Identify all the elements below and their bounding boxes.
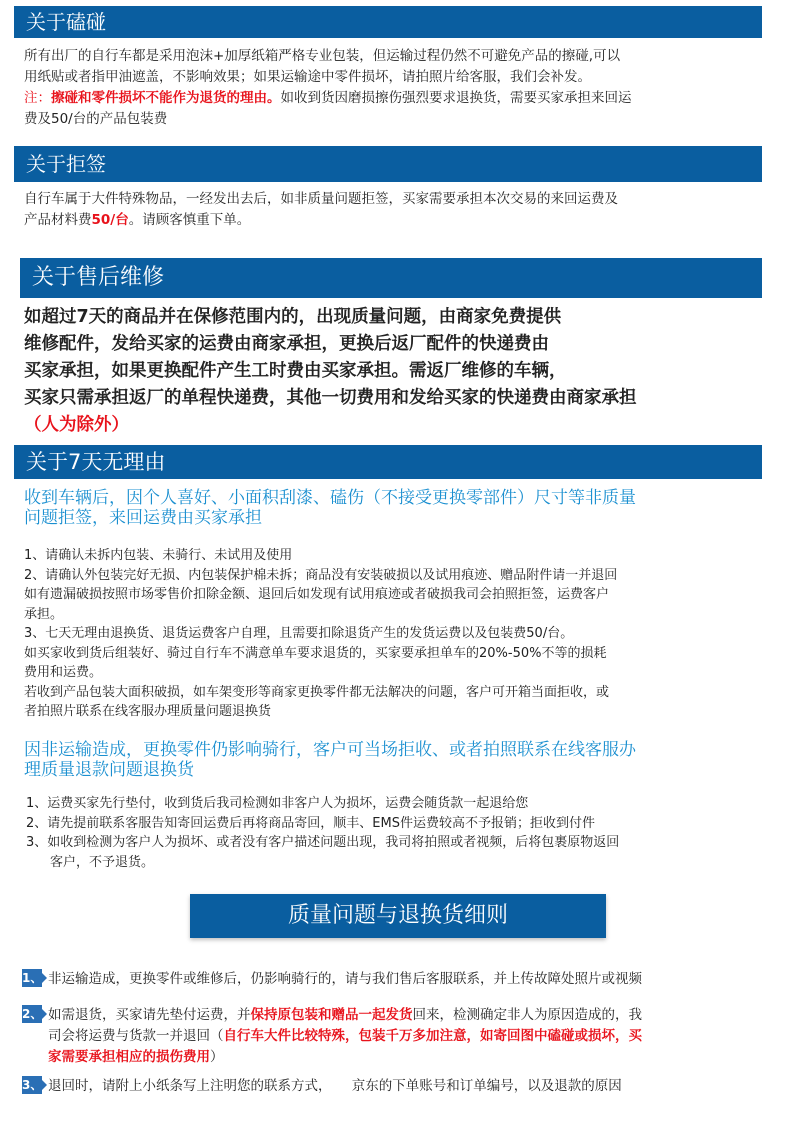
section-body-refusal [24, 189, 768, 231]
text-line: 用纸贴或者指甲油遮盖，不影响效果；如果运输途中零件损坏，请拍照片给客服，我们会补发。 [24, 69, 591, 85]
sub-heading-line: 因非运输造成，更换零件仍影响骑行，客户可当场拒收、或者拍照联系在线客服办 [24, 740, 636, 760]
highlight-span: 家需要承担相应的损伤费用 [48, 1049, 210, 1065]
list-quality [26, 794, 770, 872]
exception-note: （人为除外） [24, 415, 129, 435]
sub-heading-line: 收到车辆后，因个人喜好、小面积刮漆、磕伤（不接受更换零部件）尺寸等非质量 [24, 488, 636, 508]
text-span: 产品材料费 [24, 212, 92, 228]
rule-item-1 [22, 969, 768, 990]
section-body-repair [24, 304, 768, 439]
rule-text: 退回时，请附上小纸条写上注明您的联系方式， 京东的下单账号和订单编号，以及退款的原因 [48, 1078, 622, 1094]
list-item: 1、运费买家先行垫付，收到货后我司检测如非客户人为损坏，运费会随货款一起退给您 [26, 796, 529, 811]
list-item: 客户，不予退货。 [50, 854, 155, 870]
note-prefix: 注： [24, 90, 51, 106]
sub-heading-quality [24, 740, 768, 780]
rule-item-2 [22, 1005, 768, 1068]
section-body-bump [24, 46, 768, 130]
text-span: 司会将运费与货款一并退回（ [48, 1028, 224, 1044]
note-line [24, 88, 768, 109]
list-item: 3、七天无理由退换货、退货运费客户自理，且需要扣除退货产生的发货运费以及包装费50/台。 [24, 626, 574, 641]
text-line [24, 210, 768, 231]
list-item: 者拍照片联系在线客服办理质量问题退换货 [24, 704, 272, 719]
list-item: 如买家收到货后组装好、骑过自行车不满意单车要求退货的，买家要承担单车的20%-50%不等的损耗 [24, 645, 607, 661]
section-title-repair: 关于售后维修 [20, 258, 762, 298]
sub-heading-line: 问题拒签，来回运费由买家承担 [24, 508, 262, 528]
text-span: ） [210, 1049, 224, 1065]
note-rest: 如收到货因磨损擦伤强烈要求退换货，需要买家承担来回运 [280, 90, 632, 106]
section-title-bump: 关于磕碰 [14, 6, 762, 38]
rule-item-3 [22, 1076, 768, 1097]
list-item: 若收到产品包装大面积破损，如车架变形等商家更换零件都无法解决的问题，客户可开箱当面拒收，或 [24, 684, 610, 700]
text-line: 维修配件，发给买家的运费由商家承担，更换后返厂配件的快递费由 [24, 334, 549, 354]
section-title-rules: 质量问题与退换货细则 [190, 894, 606, 938]
rule-number-badge: 2、 [22, 1007, 43, 1021]
list-7day [24, 546, 768, 722]
rule-number-badge: 3、 [22, 1078, 43, 1092]
sub-heading-line: 理质量退款问题退换货 [24, 760, 194, 780]
list-item: 承担。 [24, 606, 64, 622]
list-item: 1、请确认未拆内包装、未骑行、未试用及使用 [24, 548, 293, 563]
section-title-refusal: 关于拒签 [14, 146, 762, 182]
text-span: 如需退货，买家请先垫付运费，并 [48, 1007, 251, 1023]
text-span: 。请顾客慎重下单。 [128, 212, 251, 228]
fee-highlight: 50/台 [91, 212, 129, 228]
text-line: 所有出厂的自行车都是采用泡沫+加厚纸箱严格专业包装，但运输过程仍然不可避免产品的擦碰,可以 [24, 48, 621, 64]
rule-number-badge: 1、 [22, 971, 43, 985]
list-item: 费用和运费。 [24, 665, 103, 680]
rule-text: 非运输造成，更换零件或维修后，仍影响骑行的，请与我们售后客服联系，并上传故障处照片或视频 [48, 971, 642, 987]
list-item: 3、如收到检测为客户人为损坏、或者没有客户描述问题出现，我司将拍照或者视频，后将包裹原物返回 [26, 835, 620, 850]
list-item: 2、请确认外包装完好无损、内包装保护棉未拆；商品没有安装破损以及试用痕迹、赠品附件请一并退回 [24, 567, 618, 583]
list-item: 如有遗漏破损按照市场零售价扣除金额、退回后如发现有试用痕迹或者破损我司会拍照拒签，运费客户 [24, 587, 610, 602]
section-title-7day: 关于7天无理由 [14, 445, 762, 479]
text-line: 自行车属于大件特殊物品，一经发出去后，如非质量问题拒签，买家需要承担本次交易的来回运费及 [24, 191, 618, 207]
highlight-span: 保持原包装和赠品一起发货 [250, 1007, 413, 1023]
rule-text [48, 1005, 768, 1068]
text-line: 如超过7天的商品并在保修范围内的，出现质量问题，由商家免费提供 [24, 307, 562, 327]
text-line: 费及50/台的产品包装费 [24, 111, 168, 127]
text-line: 买家只需承担返厂的单程快递费，其他一切费用和发给买家的快递费由商家承担 [24, 388, 637, 408]
text-line: 买家承担，如果更换配件产生工时费由买家承担。需返厂维修的车辆， [24, 361, 567, 381]
note-highlight: 擦碰和零件损坏不能作为退货的理由。 [51, 90, 281, 106]
text-span: 回来，检测确定非人为原因造成的，我 [412, 1007, 642, 1023]
list-item: 2、请先提前联系客服告知寄回运费后再将商品寄回，顺丰、EMS件运费较高不予报销；拒收到付件 [26, 815, 595, 831]
highlight-span: 自行车大件比较特殊，包装千万多加注意，如寄回图中磕碰或损坏，买 [223, 1028, 642, 1044]
sub-heading-7day [24, 488, 768, 528]
